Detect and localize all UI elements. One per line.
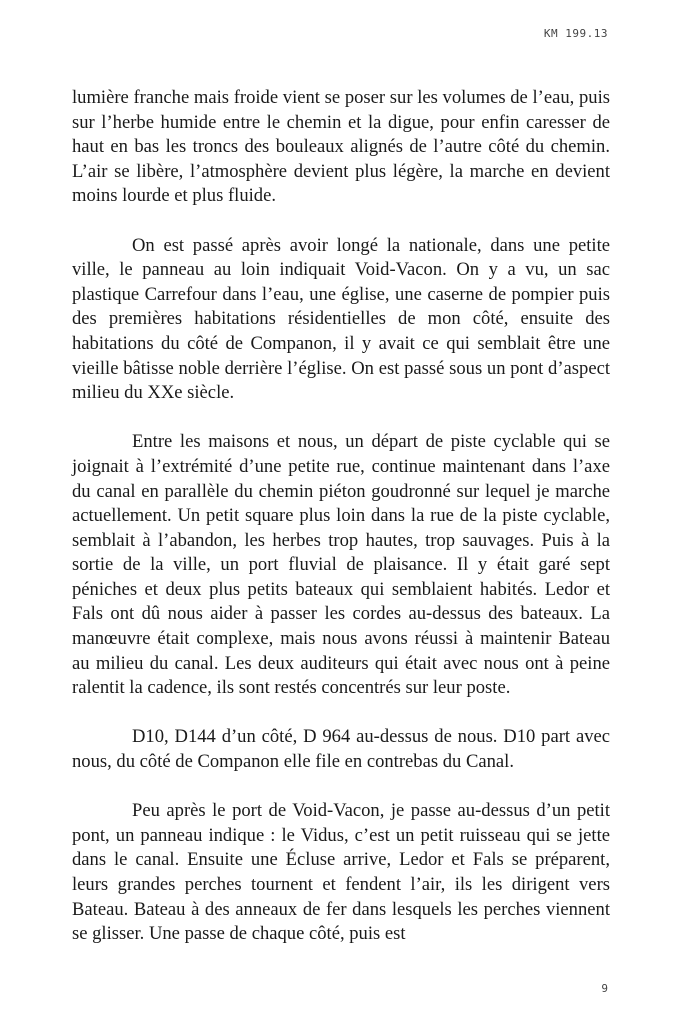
body-text xyxy=(72,86,610,947)
paragraph: Entre les maisons et nous, un départ de piste cyclable qui se joignait à l’extrémité d’une petite rue, continue maintenant dans l’axe du canal en parallèle du chemin piéton goudronné sur lequel je marche actuellement. Un petit square plus loin dans la rue de la piste cyclable, semblait à l’abandon, les herbes trop hautes, trop sauvages. Puis à la sortie de la ville, un port fluvial de plaisance. Il y était garé sept péniches et deux plus petits bateaux qui semblaient habités. Ledor et Fals ont dû nous aider à passer les cordes au-dessus des bateaux. La manœuvre était complexe, mais nous avons réussi à maintenir Bateau au milieu du canal. Les deux auditeurs qui était avec nous ont à peine ralentit la cadence, ils sont restés concentrés sur leur poste. xyxy=(72,431,610,699)
paragraph: Peu après le port de Void-Vacon, je passe au-dessus d’un petit pont, un panneau indique : le Vidus, c’est un petit ruisseau qui se jette dans le canal. Ensuite une Écluse arrive, Ledor et Fals se préparent, leurs grandes perches tournent et fendent l’air, ils les dirigent vers Bateau. Bateau à des anneaux de fer dans lesquels les perches viennent se glisser. Une passe de chaque côté, puis est xyxy=(72,800,610,945)
running-header: KM 199.13 xyxy=(543,27,608,40)
page-number: 9 xyxy=(601,982,608,995)
paragraph: D10, D144 d’un côté, D 964 au-dessus de nous. D10 part avec nous, du côté de Companon elle file en contrebas du Canal. xyxy=(72,726,610,773)
paragraph-continued: lumière franche mais froide vient se poser sur les volumes de l’eau, puis sur l’herbe humide entre le chemin et la digue, pour enfin caresser de haut en bas les troncs des bouleaux alignés de l’autre côté du chemin. L’air se libère, l’atmosphère devient plus légère, la marche en devient moins lourde et plus fluide. xyxy=(72,87,610,207)
paragraph: On est passé après avoir longé la nationale, dans une petite ville, le panneau au loin indiquait Void-Vacon. On y a vu, un sac plastique Carrefour dans l’eau, une église, une caserne de pompier puis des premières habitations résidentielles de mon côté, ensuite des habitations du côté de Companon, il y avait ce qui semblait être une vieille bâtisse noble derrière l’église. On est passé sous un pont d’aspect milieu du XXe siècle. xyxy=(72,234,610,404)
